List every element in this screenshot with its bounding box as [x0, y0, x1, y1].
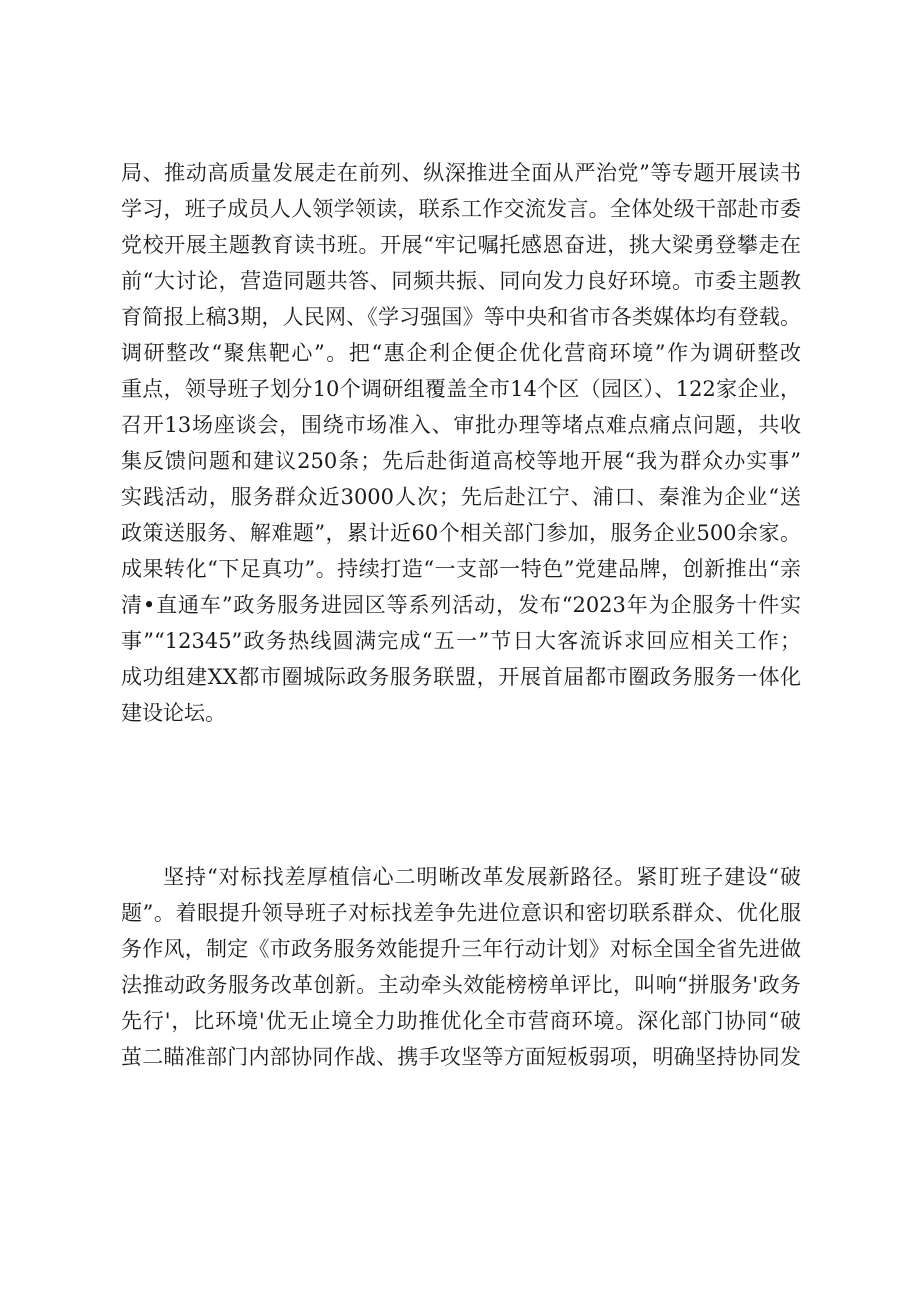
text-line: 题”。着眼提升领导班子对标找差争先进位意识和密切联系群众、优化服: [121, 901, 801, 925]
text-line: 坚持“对标找差厚植信心二明晰改革发展新路径。紧盯班子建设“破: [163, 865, 801, 889]
text-line: 育简报上稿3期，人民网、《学习强国》等中央和省市各类媒体均有登载。: [121, 305, 801, 329]
text-line: 局、推动高质量发展走在前列、纵深推进全面从严治党”等专题开展读书: [121, 161, 801, 185]
text-line: 务作风，制定《市政务服务效能提升三年行动计划》对标全国全省先进做: [121, 937, 801, 961]
text-line: 集反馈问题和建议250条；先后赴街道高校等地开展“我为群众办实事”: [121, 449, 801, 473]
text-line: 清•直通车”政务服务进园区等系列活动，发布“2023年为企服务十件实: [121, 593, 801, 617]
text-line: 法推动政务服务改革创新。主动牵头效能榜榜单评比，叫响“拼服务'政务: [121, 973, 801, 997]
text-line: 重点，领导班子划分10个调研组覆盖全市14个区（园区）、122家企业，: [121, 377, 801, 401]
text-line: 召开13场座谈会，围绕市场准入、审批办理等堵点难点痛点问题，共收: [121, 413, 801, 437]
text-line: 先行'，比环境'优无止境全力助推优化全市营商环境。深化部门协同“破: [121, 1009, 801, 1033]
text-line: 成功组建XX都市圈城际政务服务联盟，开展首届都市圈政务服务一体化: [121, 665, 801, 689]
text-line: 成果转化“下足真功”。持续打造“一支部一特色”党建品牌，创新推出“亲: [121, 557, 801, 581]
paragraph-2: [121, 859, 801, 1075]
text-line: 建设论坛。: [121, 701, 226, 725]
text-line: 政策送服务、解难题”，累计近60个相关部门参加，服务企业500余家。: [121, 521, 801, 545]
text-line: 实践活动，服务群众近3000人次；先后赴江宁、浦口、秦淮为企业“送: [121, 485, 801, 509]
text-line: 茧二瞄准部门内部协同作战、携手攻坚等方面短板弱项，明确坚持协同发: [121, 1045, 801, 1069]
text-line: 学习，班子成员人人领学领读，联系工作交流发言。全体处级干部赴市委: [121, 197, 801, 221]
text-line: 事”“12345”政务热线圆满完成“五一”节日大客流诉求回应相关工作；: [121, 629, 801, 653]
text-line: 党校开展主题教育读书班。开展“牢记嘱托感恩奋进，挑大梁勇登攀走在: [121, 233, 801, 257]
text-line: 调研整改“聚焦靶心”。把“惠企利企便企优化营商环境”作为调研整改: [121, 341, 801, 365]
text-line: 前“大讨论，营造同题共答、同频共振、同向发力良好环境。市委主题教: [121, 269, 801, 293]
paragraph-1: [121, 155, 801, 731]
